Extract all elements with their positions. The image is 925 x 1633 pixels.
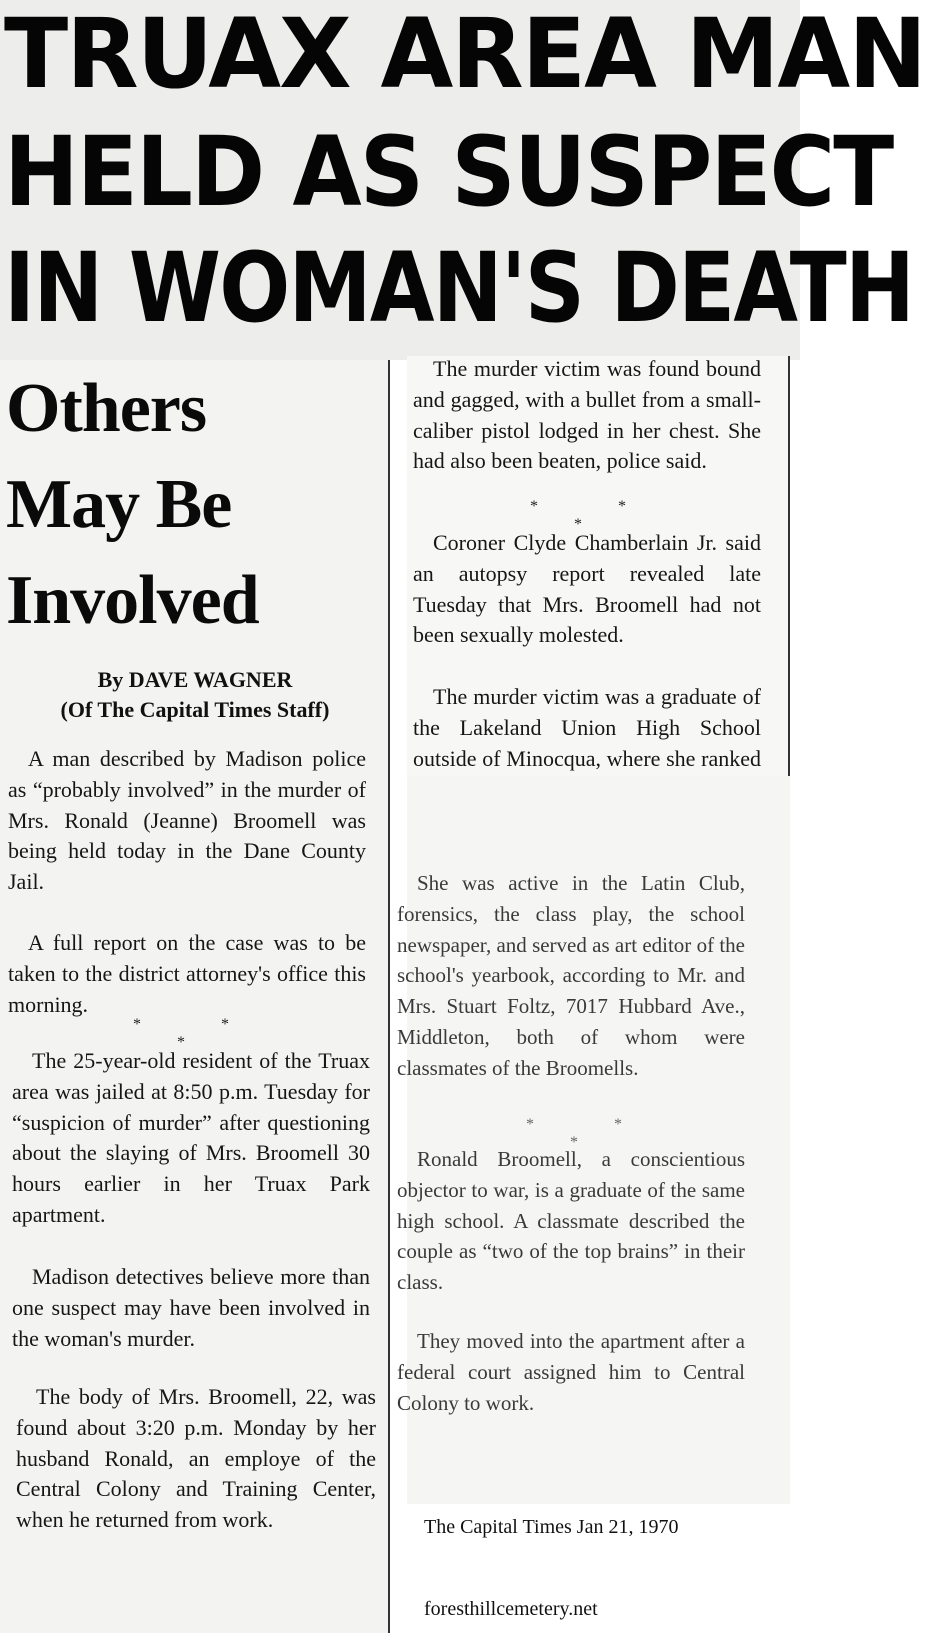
- headline-banner: [0, 0, 925, 360]
- left-paragraph-2: A full report on the case was to be taken to the district attorney's office this morning.: [8, 930, 366, 1017]
- left-paragraph-5: The body of Mrs. Broomell, 22, was found about 3:20 p.m. Monday by her husband Ronald, an employe of the Central Colony and Training Center, when he returned from work.: [16, 1384, 376, 1533]
- right-separator-1: * * *: [530, 498, 664, 533]
- left-paragraph-4: Madison detectives believe more than one suspect may have been involved in the woman's murder.: [12, 1264, 370, 1351]
- right-paragraph-1: The murder victim was found bound and gagged, with a bullet from a small-caliber pistol lodged in her chest. She had also been beaten, police said.: [413, 356, 761, 474]
- byline-author: By DAVE WAGNER: [97, 667, 293, 692]
- right-paragraph-5: Ronald Broomell, a conscientious objector to war, is a graduate of the same high school. A classmate described the couple as “two of the top brains” in their class.: [397, 1147, 745, 1295]
- headline-line-3: IN WOMAN'S DEATH: [4, 232, 914, 344]
- subhead-line-3: Involved: [6, 562, 259, 639]
- left-paragraph-3: The 25-year-old resident of the Truax area was jailed at 8:50 p.m. Tuesday for “suspicion of murder” after questioning about the slaying of Mrs. Broomell 30 hours earlier in her Truax Park apartment.: [12, 1048, 370, 1227]
- subhead-line-1: Others: [6, 370, 207, 447]
- left-column: [0, 360, 390, 1633]
- right-column-top: [407, 356, 790, 776]
- right-paragraph-4: She was active in the Latin Club, forensics, the class play, the school newspaper, and served as art editor of the school's yearbook, according to Mr. and Mrs. Stuart Foltz, 7017 Hubbard Ave., Middleton, both of whom were classmates of the Broomells.: [397, 871, 745, 1080]
- right-paragraph-2: Coroner Clyde Chamberlain Jr. said an autopsy report revealed late Tuesday that Mrs. Broomell had not been sexually molested.: [413, 530, 761, 648]
- right-paragraph-6: They moved into the apartment after a federal court assigned him to Central Colony to work.: [397, 1329, 745, 1415]
- headline-line-2: HELD AS SUSPECT: [4, 116, 893, 228]
- site-caption: foresthillcemetery.net: [424, 1598, 598, 1620]
- headline-line-1: TRUAX AREA MAN: [4, 0, 925, 110]
- right-paragraph-3: The murder victim was a graduate of the Lakeland Union High School outside of Minocqua, where she ranked: [413, 684, 761, 771]
- left-column-rule: [388, 360, 390, 1633]
- left-separator: * * *: [133, 1016, 267, 1051]
- source-caption: The Capital Times Jan 21, 1970: [424, 1516, 679, 1538]
- right-column-rule: [788, 356, 790, 776]
- right-separator-2: * * *: [526, 1116, 660, 1151]
- right-column-bottom: [397, 776, 790, 1504]
- subhead-line-2: May Be: [6, 466, 232, 543]
- left-paragraph-1: A man described by Madison police as “probably involved” in the murder of Mrs. Ronald (Jeanne) Broomell was being held today in the Dane County Jail.: [8, 746, 366, 895]
- byline-affiliation: (Of The Capital Times Staff): [60, 697, 330, 722]
